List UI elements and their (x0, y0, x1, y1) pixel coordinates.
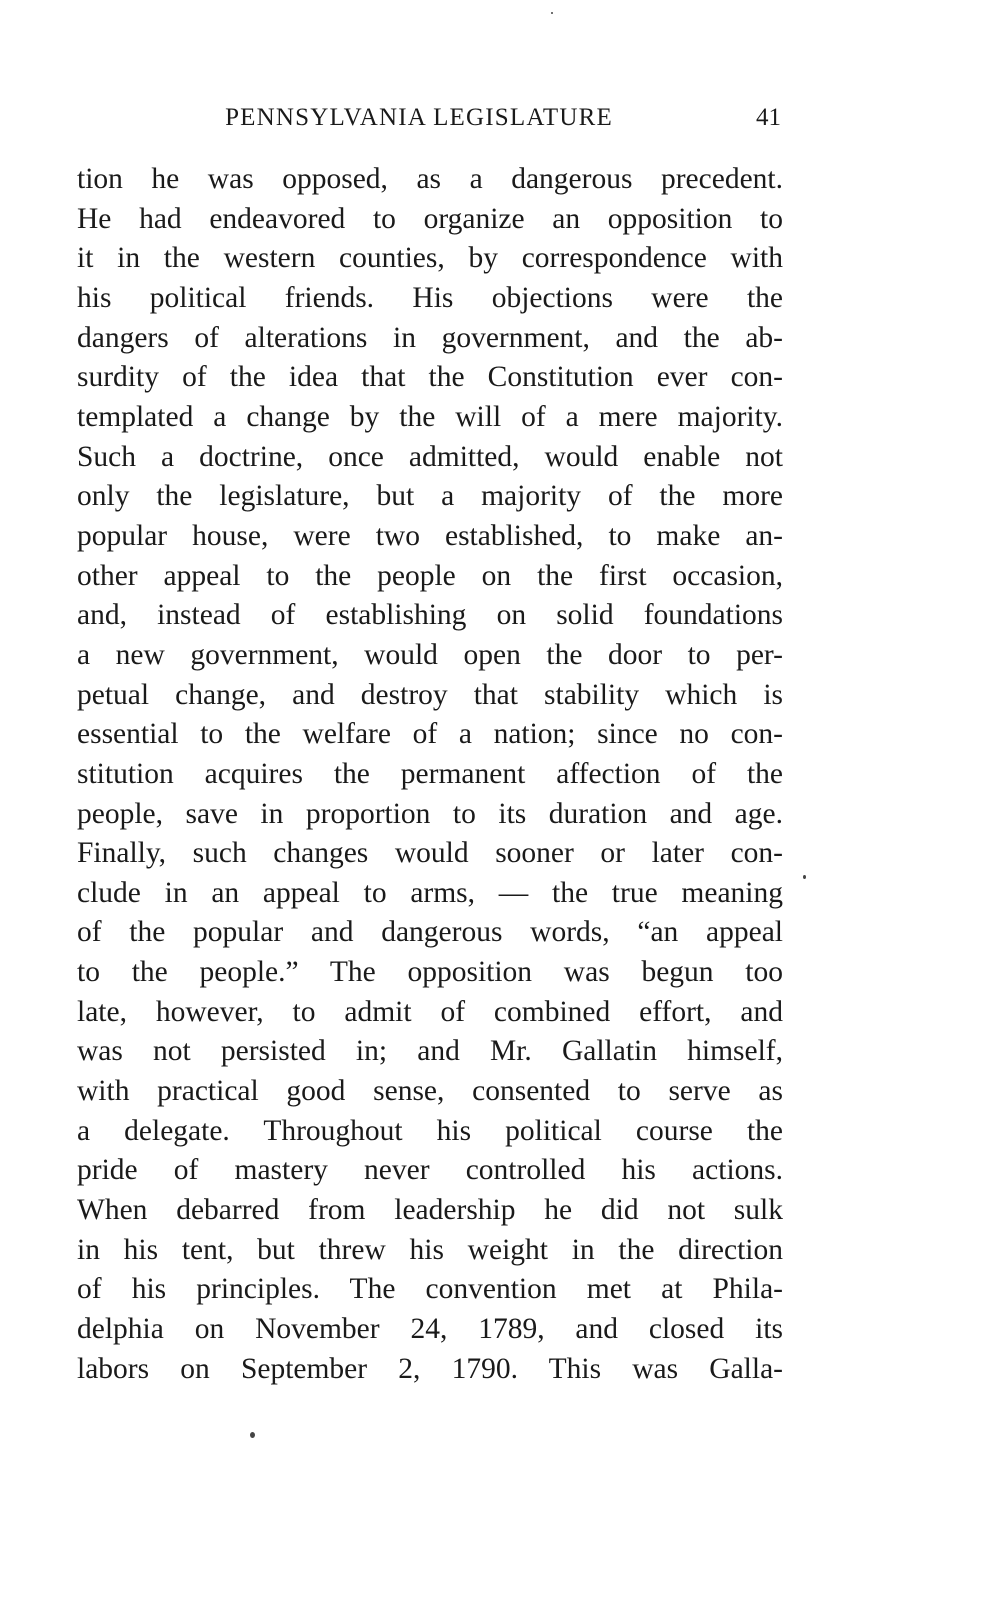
text-line: his political friends. His objections were the (77, 281, 783, 314)
text-line: labors on September 2, 1790. This was Galla- (77, 1352, 783, 1385)
page-number: 41 (756, 104, 781, 131)
text-line: was not persisted in; and Mr. Gallatin himself, (77, 1035, 783, 1068)
text-line: popular house, were two established, to make an- (77, 519, 783, 552)
body-text (77, 160, 783, 1389)
text-line: templated a change by the will of a mere majority. (77, 400, 783, 433)
text-line: of the popular and dangerous words, “an appeal (77, 916, 783, 949)
text-line: Finally, such changes would sooner or later con- (77, 837, 783, 870)
text-line: Such a doctrine, once admitted, would enable not (77, 440, 783, 473)
text-line: to the people.” The opposition was begun too (77, 956, 783, 989)
text-line: only the legislature, but a majority of the more (77, 480, 783, 513)
text-line: dangers of alterations in government, and the ab- (77, 321, 783, 354)
text-line: He had endeavored to organize an opposition to (77, 202, 783, 235)
page-header (77, 104, 783, 140)
text-line: late, however, to admit of combined effort, and (77, 995, 783, 1028)
text-line: When debarred from leadership he did not sulk (77, 1194, 783, 1227)
text-line: pride of mastery never controlled his actions. (77, 1154, 783, 1187)
text-line: clude in an appeal to arms, — the true meaning (77, 876, 783, 909)
text-line: it in the western counties, by correspondence with (77, 242, 783, 275)
running-title: PENNSYLVANIA LEGISLATURE (225, 104, 613, 131)
text-line: with practical good sense, consented to serve as (77, 1075, 783, 1108)
text-line: tion he was opposed, as a dangerous precedent. (77, 163, 783, 195)
scan-speck (551, 12, 553, 14)
text-line: a delegate. Throughout his political course the (77, 1114, 783, 1147)
text-line: surdity of the idea that the Constitution ever con- (77, 361, 783, 394)
text-line: stitution acquires the permanent affection of the (77, 757, 783, 790)
text-line: and, instead of establishing on solid foundations (77, 599, 783, 632)
text-line: other appeal to the people on the first occasion, (77, 559, 783, 592)
text-line: in his tent, but threw his weight in the direction (77, 1233, 783, 1266)
text-line: essential to the welfare of a nation; since no con- (77, 718, 783, 751)
text-line: delphia on November 24, 1789, and closed its (77, 1313, 783, 1346)
text-line: a new government, would open the door to per- (77, 638, 783, 671)
scan-speck (803, 875, 806, 879)
scan-speck (250, 1432, 255, 1438)
text-line: people, save in proportion to its duration and age. (77, 797, 783, 830)
text-line: petual change, and destroy that stability which is (77, 678, 783, 711)
text-line: of his principles. The convention met at Phila- (77, 1273, 783, 1306)
